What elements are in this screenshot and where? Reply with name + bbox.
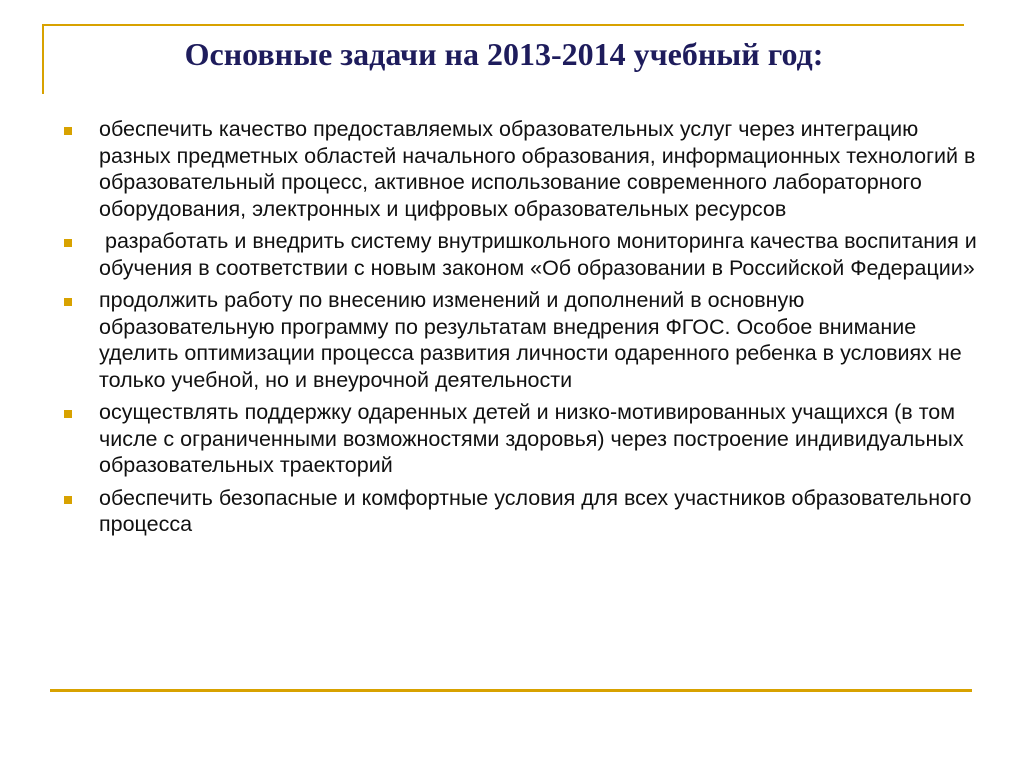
bottom-divider-line xyxy=(50,689,972,692)
bullet-item xyxy=(60,228,983,281)
bullet-list xyxy=(60,116,983,544)
square-bullet-icon xyxy=(64,496,72,504)
bullet-item xyxy=(60,287,980,393)
bullet-item xyxy=(60,116,980,222)
title-frame-horizontal-line xyxy=(42,24,964,26)
bullet-text: осуществлять поддержку одаренных детей и низко-мотивированных учащихся (в том числе с ограниченными возможностями здоровья) через построение индивидуальных образовательных траекторий xyxy=(99,400,964,477)
square-bullet-icon xyxy=(64,298,72,306)
square-bullet-icon xyxy=(64,239,72,247)
bullet-item xyxy=(60,399,980,479)
bullet-text: разработать и внедрить систему внутришкольного мониторинга качества воспитания и обучения в соответствии с новым законом «Об образовании в Российской Федерации» xyxy=(99,229,983,280)
slide-title: Основные задачи на 2013-2014 учебный год: xyxy=(184,36,824,72)
square-bullet-icon xyxy=(64,127,72,135)
bullet-text: продолжить работу по внесению изменений и дополнений в основную образовательную программу по результатам внедрения ФГОС. Особое внимание уделить оптимизации процесса развития личности одаренного ребенка в условиях не только учебной, но и внеурочной деятельности xyxy=(99,288,962,392)
bullet-text: обеспечить безопасные и комфортные условия для всех участников образовательного процесса xyxy=(99,485,972,536)
bullet-item xyxy=(60,485,980,538)
square-bullet-icon xyxy=(64,410,72,418)
bullet-text: обеспечить качество предоставляемых образовательных услуг через интеграцию разных предметных областей начального образования, информационных технологий в образовательный процесс, активное использование современного лабораторного оборудования, электронных и цифровых образовательных ресурсов xyxy=(99,117,976,221)
